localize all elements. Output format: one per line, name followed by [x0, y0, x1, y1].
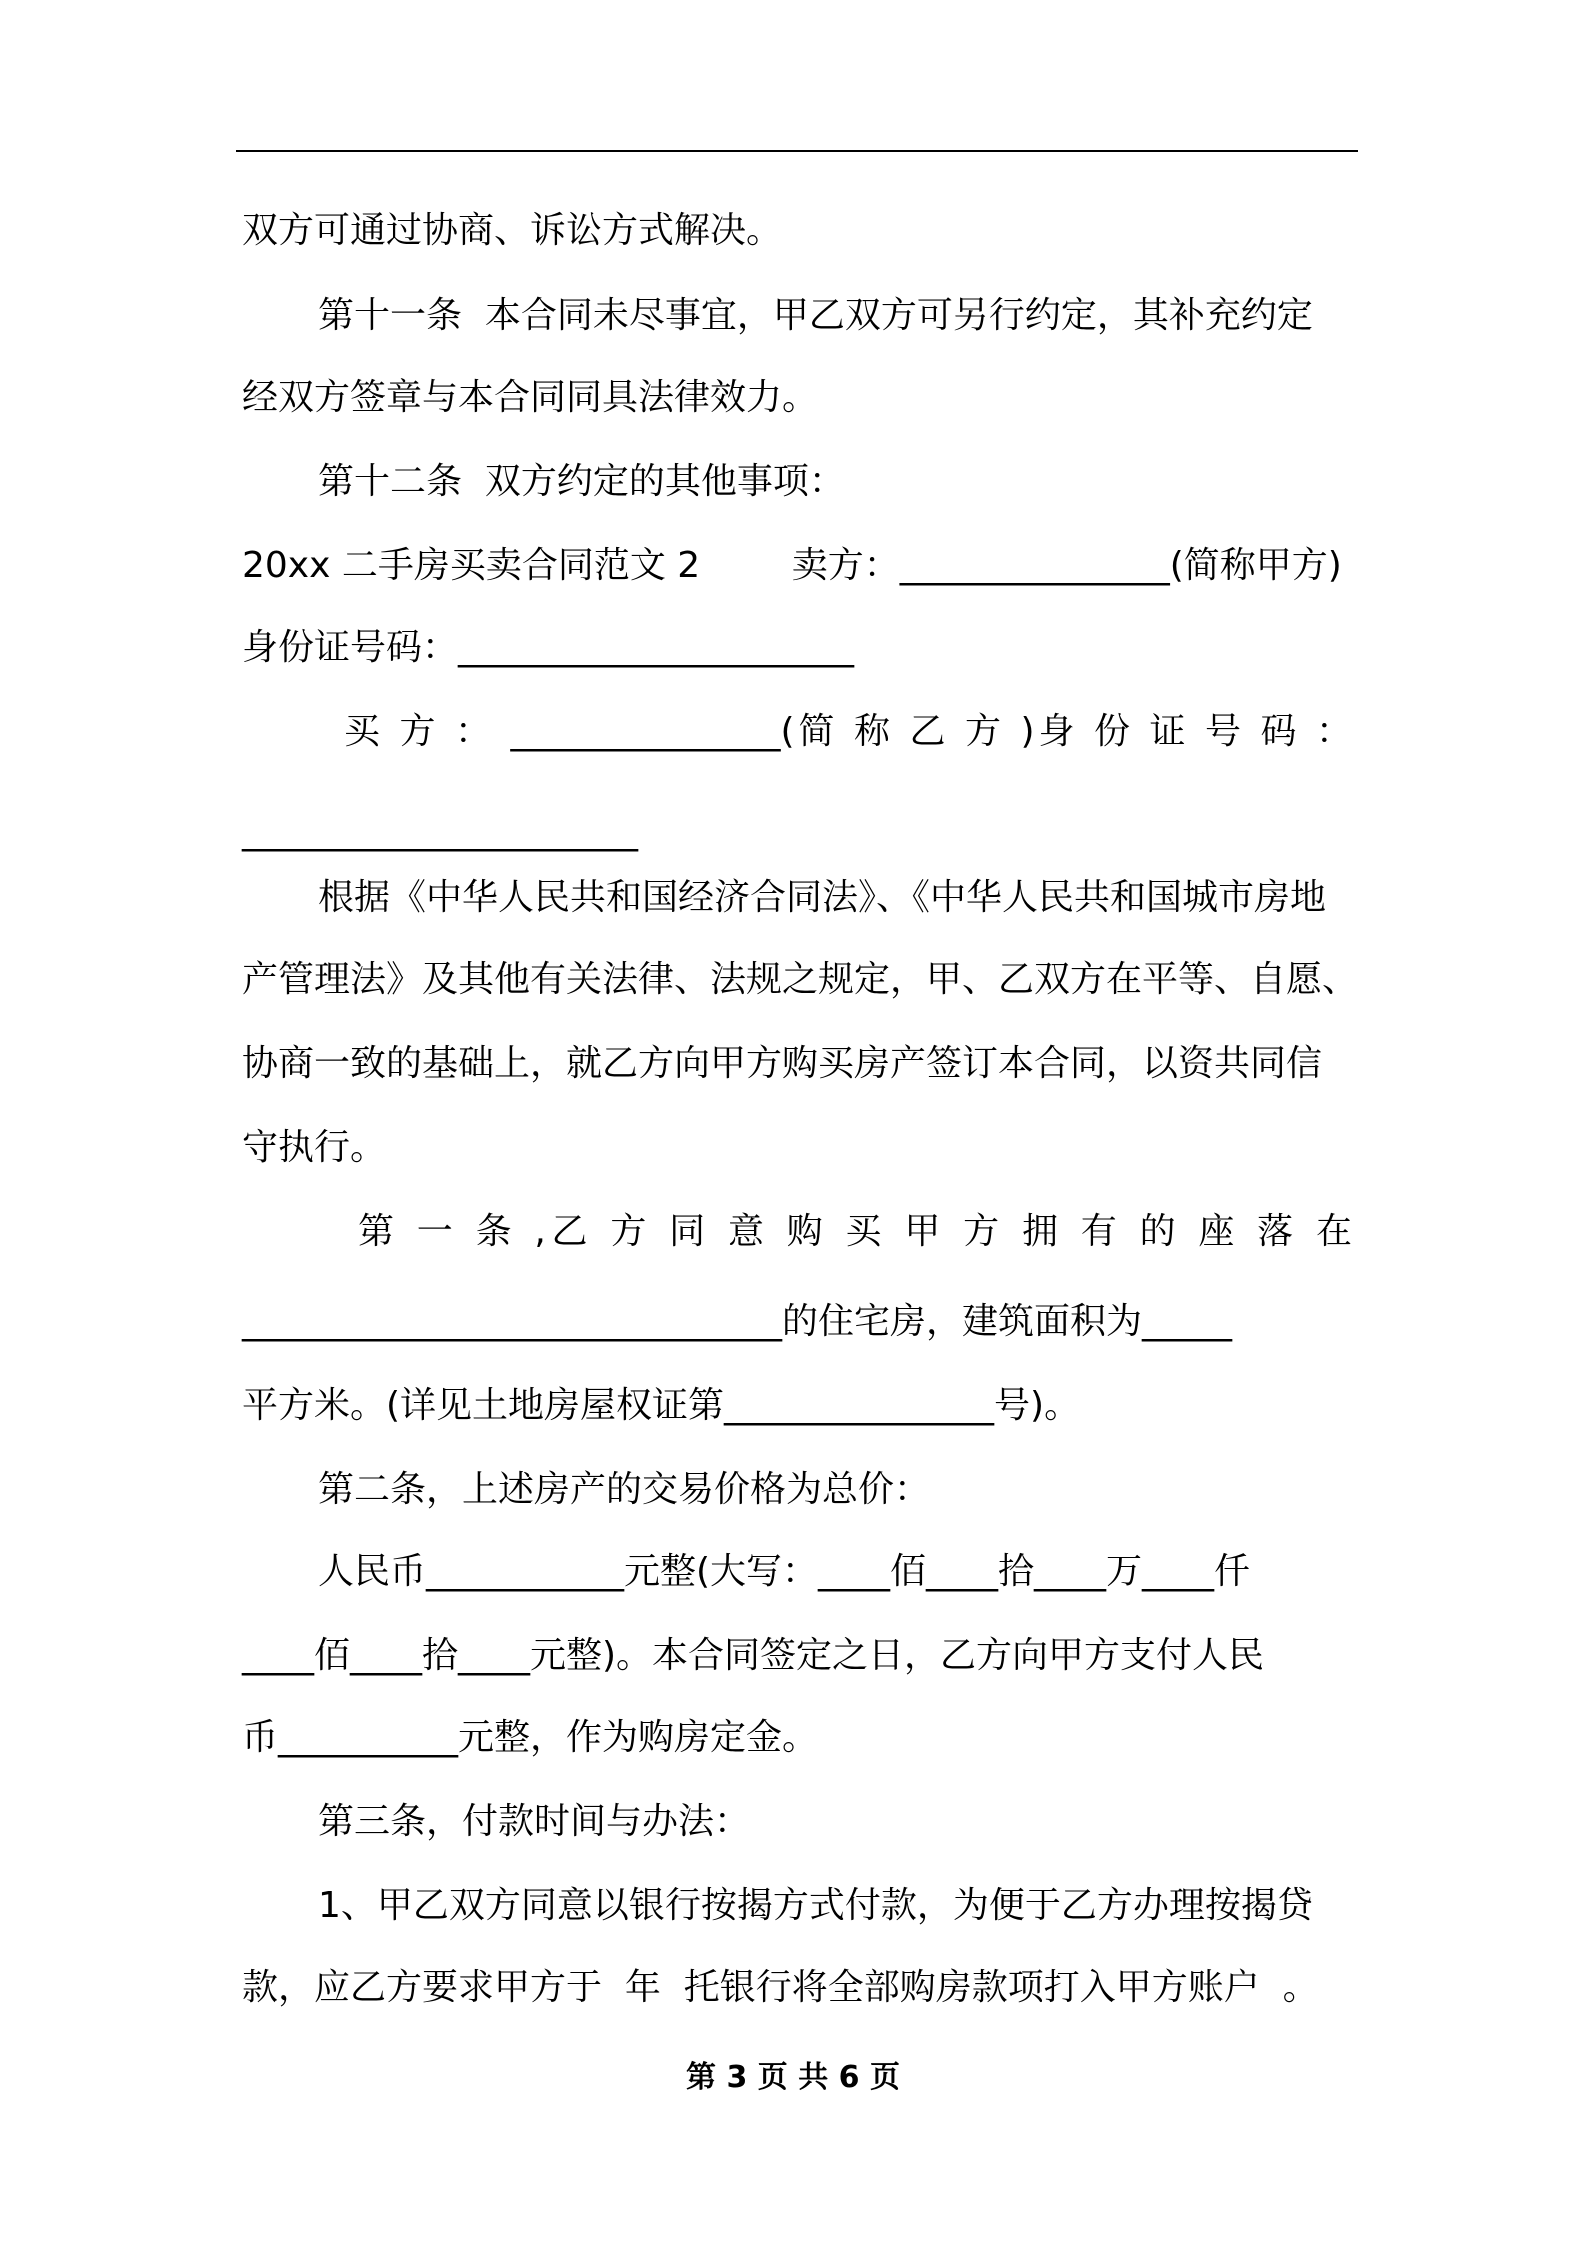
text-line: 经双方签章与本合同同具法律效力。: [242, 377, 819, 418]
text-line: 第十二条 双方约定的其他事项：: [318, 461, 845, 502]
text-line: 协商一致的基础上，就乙方向甲方购买房产签订本合同，以资共同信: [242, 1043, 1323, 1084]
text-line: 款，应乙方要求甲方于 年 托银行将全部购房款项打入甲方账户 。: [242, 1967, 1319, 2008]
text-line: 1、甲乙双方同意以银行按揭方式付款，为便于乙方办理按揭贷: [318, 1885, 1313, 1926]
text-line: 币__________元整，作为购房定金。: [242, 1717, 819, 1758]
header-rule: [236, 150, 1358, 152]
text-line: 根据《中华人民共和国经济合同法》、《中华人民共和国城市房地: [318, 877, 1327, 918]
text-line: 双方可通过协商、诉讼方式解决。: [242, 210, 783, 251]
text-line: 守执行。: [242, 1127, 387, 1168]
text-line: 第三条，付款时间与办法：: [318, 1801, 751, 1842]
text-line: 平方米。(详见土地房屋权证第_______________号)。: [242, 1385, 1081, 1426]
text-line: 第 一 条 ,乙 方 同 意 购 买 甲 方 拥 有 的 座 落 在: [358, 1211, 1352, 1252]
text-line: ______________________: [242, 811, 638, 852]
text-line: 产管理法》及其他有关法律、法规之规定，甲、乙双方在平等、自愿、: [242, 959, 1359, 1000]
text-line: 买 方 ： _______________(简 称 乙 方 )身 份 证 号 码 ：: [344, 711, 1352, 752]
text-line: 身份证号码：______________________: [242, 627, 855, 668]
page-indicator: 第 3 页 共 6 页: [686, 2060, 900, 2095]
text-line: 第十一条 本合同未尽事宜，甲乙双方可另行约定，其补充约定: [318, 295, 1313, 336]
text-line: ______________________________的住宅房，建筑面积为_____: [242, 1301, 1233, 1342]
text-line: 20xx 二手房买卖合同范文 2 卖方：_______________(简称甲方): [242, 545, 1342, 586]
text-line: ____佰____拾____元整)。本合同签定之日，乙方向甲方支付人民: [242, 1635, 1265, 1676]
text-line: 人民币___________元整(大写：____佰____拾____万____仟: [318, 1551, 1251, 1592]
text-line: 第二条，上述房产的交易价格为总价：: [318, 1469, 931, 1510]
